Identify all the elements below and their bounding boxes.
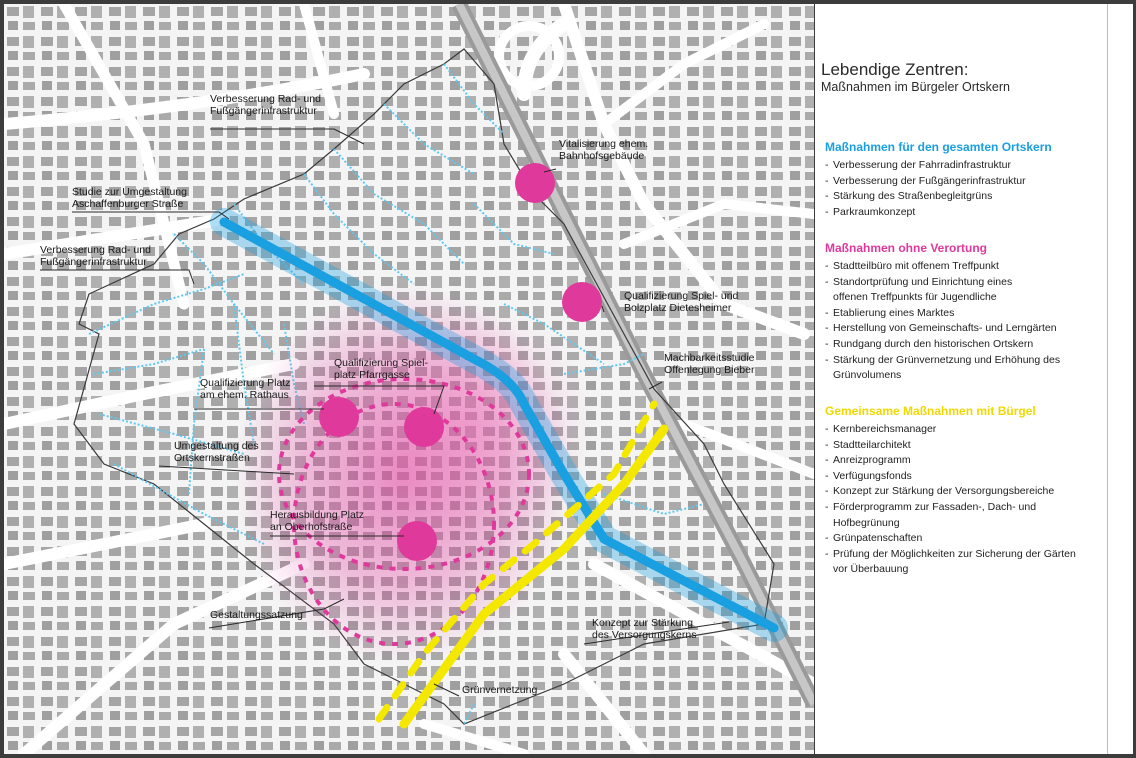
item-text-cont: vor Überbauung [833,563,909,576]
bahnhof-marker [515,163,555,203]
label-line: des Versorgungskerns [592,629,697,641]
label-oberhof [270,509,364,533]
list-item: - Standortprüfung und Einrichtung eines offenen Treffpunkts für Jugendliche [825,275,1105,306]
section-heading: Maßnahmen für den gesamten Ortskern [825,140,1052,154]
label-rad-fuss-left [40,244,151,268]
list-item: - Parkraumkonzept [825,205,916,218]
list-item: - Herstellung von Gemeinschafts- und Lerngärten [825,322,1057,335]
ortskern-zone-secondary [354,304,594,544]
item-text: Etablierung eines Marktes [833,306,955,319]
legend-section-ortskern [825,140,1105,220]
oberhof-marker [397,521,437,561]
label-bolzplatz [624,290,738,314]
rathaus-marker [319,397,359,437]
item-text-cont: Grünvolumens [833,369,902,382]
label-line: Herausbildung Platz [270,509,364,521]
item-text-cont: Hofbegrünung [833,516,900,529]
item-text: Verbesserung der Fußgängerinfrastruktur [833,174,1026,187]
list-item: - Förderprogramm zur Fassaden-, Dach- und Hofbegrünung [825,500,1105,531]
list-item: - Rundgang durch den historischen Ortskern [825,337,1034,350]
label-studie [72,186,187,210]
label-bahnhof [559,138,648,162]
label-line: Machbarkeitsstudie [664,352,755,364]
item-text: Herstellung von Gemeinschafts- und Lerngärten [833,322,1057,335]
label-line: Fußgängerinfrastruktur [40,256,147,268]
list-item: - Stadtteilbüro mit offenem Treffpunkt [825,260,999,272]
label-line: Vitalisierung ehem. [559,138,649,150]
list-item: - Anreizprogramm [825,454,911,467]
label-line: Verbesserung Rad- und [210,93,321,105]
item-text: Kernbereichsmanager [833,423,937,435]
item-text: Verfügungsfonds [833,469,912,482]
list-item: - Kernbereichsmanager [825,423,937,435]
label-line: platz Pfarrgasse [334,369,410,381]
map-panel [4,4,814,754]
label-line: Verbesserung Rad- und [40,244,151,256]
item-text: Verbesserung der Fahrradinfrastruktur [833,159,1012,171]
legend-section-ohne-verortung [825,241,1105,384]
label-pfarrgasse [334,357,428,381]
item-text: Stärkung der Grünvernetzung und Erhöhung des [833,353,1061,366]
bolzplatz-marker [562,282,602,322]
pfarrgasse-marker [404,407,444,447]
legend-subtitle: Maßnahmen im Bürgeler Ortskern [821,80,1010,94]
label-line: Grünvernetzung [462,684,538,696]
label-line: Aschaffenburger Straße [72,198,184,210]
label-gruen [462,684,537,696]
label-rathaus [200,377,290,401]
list-item: - Stadtteilarchitekt [825,438,911,451]
label-line: Bolzplatz Dietesheimer [624,302,732,314]
item-text: Parkraumkonzept [833,205,916,218]
label-line: am ehem. Rathaus [200,389,289,401]
list-item: - Konzept zur Stärkung der Versorgungsbereiche [825,485,1055,498]
item-text-cont: offenen Treffpunkts für Jugendliche [833,291,997,304]
label-line: Umgestaltung des [174,440,259,452]
legend-section-buergel [825,404,1105,578]
list-item: - Stärkung des Straßenbegleitgrüns [825,190,993,203]
item-text: Konzept zur Stärkung der Versorgungsbereiche [833,485,1055,498]
list-item: - Verbesserung der Fahrradinfrastruktur [825,159,1012,171]
legend-panel [815,4,1107,754]
legend-title: Lebendige Zentren: [821,60,969,79]
item-text: Stadtteilarchitekt [833,438,911,451]
section-heading: Maßnahmen ohne Verortung [825,241,988,255]
label-line: an Oberhofstraße [270,521,353,533]
item-text: Standortprüfung und Einrichtung eines [833,275,1013,288]
right-margin-strip [1107,4,1133,754]
item-text: Rundgang durch den historischen Ortskern [833,337,1034,350]
item-text: Anreizprogramm [833,454,911,467]
section-list [825,259,1105,384]
label-line: Konzept zur Stärkung [592,617,693,629]
section-list [825,422,1105,578]
label-line: Bahnhofsgebäude [559,150,645,162]
label-line: Qualifizierung Spiel- und [624,290,739,302]
label-line: Qualifizierung Platz [200,377,291,389]
item-text: Stadtteilbüro mit offenem Treffpunkt [833,260,999,272]
label-satzung [210,609,303,621]
list-item: - Prüfung der Möglichkeiten zur Sicherung der Gärten vor Überbauung [825,547,1105,578]
label-line: Ortskernstraßen [174,452,250,464]
list-item: - Grünpatenschaften [825,532,923,545]
label-line: Fußgängerinfrastruktur [210,105,317,117]
label-ortskern [174,440,259,464]
label-line: Qualifizierung Spiel- [334,357,428,369]
section-list [825,158,1105,220]
label-bieber [664,352,754,376]
label-line: Offenlegung Bieber [664,364,755,376]
item-text: Förderprogramm zur Fassaden-, Dach- und [833,500,1037,513]
section-heading: Gemeinsame Maßnahmen mit Bürgel [825,404,1036,418]
item-text: Prüfung der Möglichkeiten zur Sicherung der Gärten [833,547,1076,560]
label-versorgung [592,617,696,641]
list-item: - Verbesserung der Fußgängerinfrastruktur [825,174,1026,187]
item-text: Grünpatenschaften [833,532,923,545]
label-line: Gestaltungssatzung [210,609,303,621]
label-rad-fuss-top [210,93,321,117]
list-item: - Etablierung eines Marktes [825,306,955,319]
list-item: - Stärkung der Grünvernetzung und Erhöhung des Grünvolumens [825,353,1105,384]
label-line: Studie zur Umgestaltung [72,186,187,198]
item-text: Stärkung des Straßenbegleitgrüns [833,190,993,203]
list-item: - Verfügungsfonds [825,469,912,482]
